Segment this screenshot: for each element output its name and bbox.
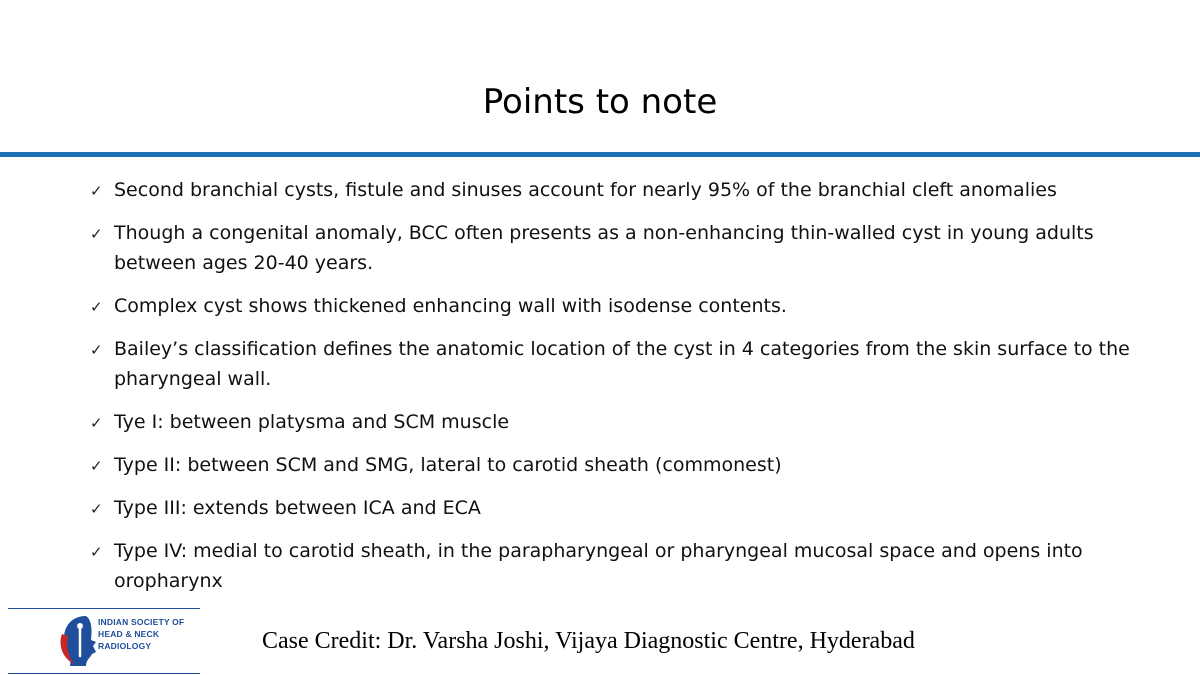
checkmark-icon: ✓ <box>90 182 103 200</box>
checkmark-icon: ✓ <box>90 500 103 518</box>
bullet-item <box>90 407 1130 437</box>
bullet-text: Type IV: medial to carotid sheath, in the parapharyngeal or pharyngeal mucosal space and opens into oropharynx <box>114 540 1083 592</box>
logo-line: HEAD & NECK <box>98 629 160 639</box>
checkmark-icon: ✓ <box>90 543 103 561</box>
bullet-text: Though a congenital anomaly, BCC often presents as a non-enhancing thin-walled cyst in young adults between ages 20-40 years. <box>114 222 1094 274</box>
society-logo <box>8 608 200 674</box>
head-silhouette-logo-icon <box>56 612 100 670</box>
logo-line: INDIAN SOCIETY OF <box>98 617 185 627</box>
bullet-item <box>90 493 1130 523</box>
bullet-item <box>90 218 1130 278</box>
bullet-text: Complex cyst shows thickened enhancing wall with isodense contents. <box>114 295 787 317</box>
case-credit: Case Credit: Dr. Varsha Joshi, Vijaya Diagnostic Centre, Hyderabad <box>262 628 915 654</box>
bullet-item <box>90 291 1130 321</box>
logo-bottom-rule <box>8 673 200 674</box>
bullet-item <box>90 175 1130 205</box>
logo-line: RADIOLOGY <box>98 641 152 651</box>
bullet-item <box>90 334 1130 394</box>
checkmark-icon: ✓ <box>90 457 103 475</box>
checkmark-icon: ✓ <box>90 341 103 359</box>
slide-title: Points to note <box>482 82 718 122</box>
logo-text <box>98 616 203 652</box>
title-divider <box>0 152 1200 157</box>
bullet-item <box>90 536 1130 596</box>
bullet-list <box>90 175 1130 609</box>
logo-top-rule <box>8 608 200 609</box>
bullet-text: Bailey’s classification defines the anatomic location of the cyst in 4 categories from the skin surface to the pharyngeal wall. <box>114 338 1130 390</box>
bullet-text: Type III: extends between ICA and ECA <box>114 497 481 519</box>
bullet-text: Second branchial cysts, fistule and sinuses account for nearly 95% of the branchial cleft anomalies <box>114 179 1057 201</box>
checkmark-icon: ✓ <box>90 414 103 432</box>
bullet-text: Type II: between SCM and SMG, lateral to carotid sheath (commonest) <box>114 454 782 476</box>
checkmark-icon: ✓ <box>90 225 103 243</box>
bullet-item <box>90 450 1130 480</box>
checkmark-icon: ✓ <box>90 298 103 316</box>
bullet-text: Tye I: between platysma and SCM muscle <box>114 411 510 433</box>
